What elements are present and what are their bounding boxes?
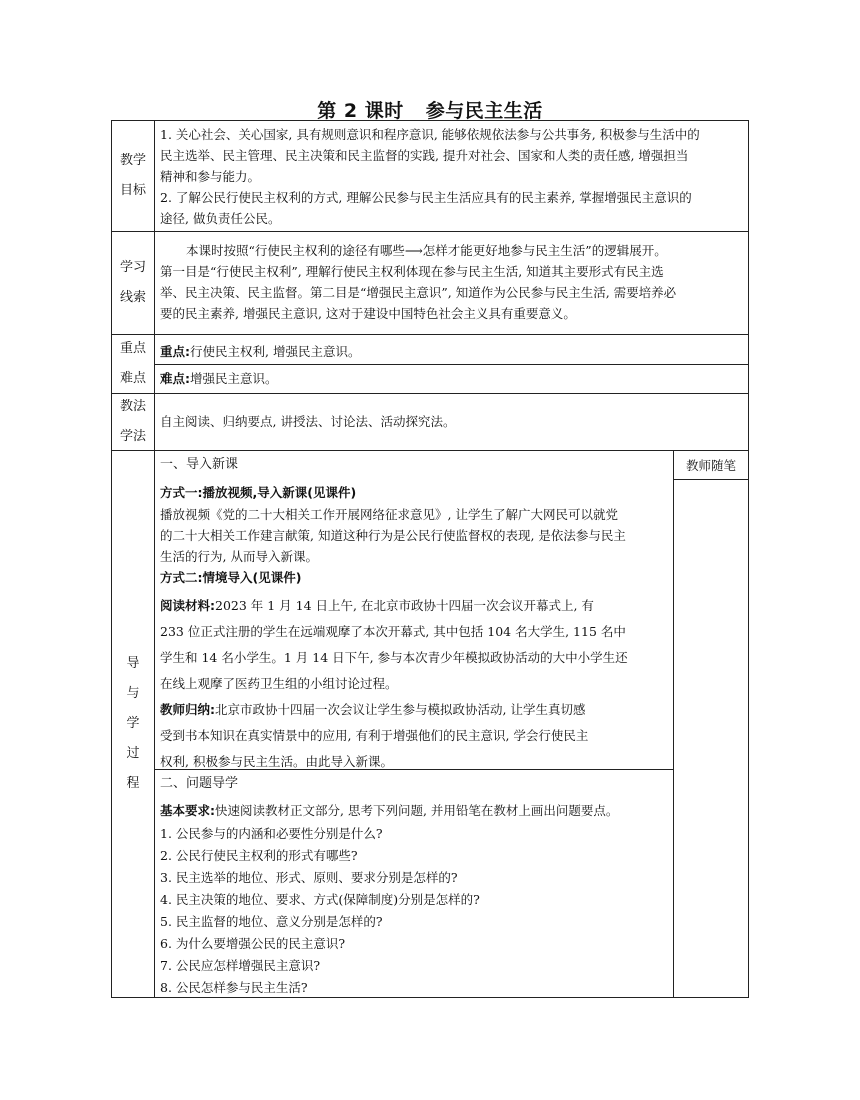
list-item: 1. 公民参与的内涵和必要性分别是什么?	[160, 826, 383, 841]
text-line: 精神和参与能力。	[160, 169, 261, 184]
section-heading: 一、导入新课	[160, 457, 239, 472]
clues-label: 学习 线索	[112, 232, 155, 334]
list-item: 6. 为什么要增强公民的民主意识?	[160, 936, 346, 951]
reading-material: 阅读材料:2023 年 1 月 14 日上午, 在北京市政协十四届一次会议开幕式上, 有 233 位正式注册的学生在远端观摩了本次开幕式, 其中包括 104 名大学生, 115 名中 学生和 14 名小学生。1 月 14 日下午, 参与本次青少年模拟政协活动的大中小学生还 在线上观摩了医药卫生组的小组讨论过程。 教师归纳:北京市政协十四届一次会议让学生参与模拟政协活动, 让学生真切感 受到书本知识在真实情景中的应用, 有利于增强他们的民主意识, 学会行使民主 权利, 积极参与民主生活。由此导入新课。	[160, 593, 666, 775]
divider	[154, 364, 748, 365]
text-line: 学生和 14 名小学生。1 月 14 日下午, 参与本次青少年模拟政协活动的大中小学生还	[160, 650, 628, 665]
text-line: 的二十大相关工作建言献策, 知道这种行为是公民行使监督权的表现, 是依法参与民主	[160, 528, 626, 543]
process-row	[111, 450, 749, 998]
text-line: 在线上观摩了医药卫生组的小组讨论过程。	[160, 676, 398, 691]
text-line: 要的民主素养, 增强民主意识, 这对于建设中国特色社会主义具有重要意义。	[160, 306, 576, 321]
text-line: 权利, 积极参与民主生活。由此导入新课。	[160, 754, 393, 769]
methods-label: 教法 学法	[112, 394, 155, 450]
lesson-title: 参与民主生活	[425, 100, 543, 122]
notes-column-divider	[673, 451, 674, 997]
text-line: 途径, 做负责任公民。	[160, 211, 281, 226]
objectives-label: 教学 目标	[112, 121, 155, 231]
keypoints-content	[160, 339, 742, 365]
methods-content: 自主阅读、归纳要点, 讲授法、讨论法、活动探究法。	[160, 414, 456, 429]
difficulty-content	[160, 366, 742, 392]
divider	[154, 769, 673, 770]
way-one-title: 方式一:播放视频,导入新课(见课件)	[160, 485, 357, 500]
objectives-row	[111, 120, 749, 232]
list-item: 3. 民主选举的地位、形式、原则、要求分别是怎样的?	[160, 870, 458, 885]
list-item: 8. 公民怎样参与民主生活?	[160, 980, 308, 995]
page-title	[0, 96, 860, 123]
text-line: 233 位正式注册的学生在远端观摩了本次开幕式, 其中包括 104 名大学生, 115 名中	[160, 624, 626, 639]
teacher-notes-header: 教师随笔	[674, 451, 748, 480]
text-line: 本课时按照“行使民主权利的途径有哪些⟶怎样才能更好地参与民主生活”的逻辑展开。	[186, 243, 667, 258]
key-point: 重点:行使民主权利, 增强民主意识。	[160, 344, 361, 359]
text-line: 生活的行为, 从而导入新课。	[160, 549, 318, 564]
text-line: 受到书本知识在真实情景中的应用, 有利于增强他们的民主意识, 学会行使民主	[160, 728, 589, 743]
text-line: 民主选举、民主管理、民主决策和民主监督的实践, 提升对社会、国家和人类的责任感, 增强担当	[160, 148, 689, 163]
way-two-title: 方式二:情境导入(见课件)	[160, 570, 302, 585]
keypoints-label: 重点 难点	[112, 335, 155, 393]
question-list	[160, 823, 666, 999]
list-item: 7. 公民应怎样增强民主意识?	[160, 958, 321, 973]
section-heading: 二、问题导学	[160, 776, 239, 791]
clues-row	[111, 231, 749, 335]
keypoints-row	[111, 334, 749, 394]
section-questions	[160, 772, 666, 999]
text-line: 2. 了解公民行使民主权利的方式, 理解公民参与民主生活应具有的民主素养, 掌握增强民主意识的	[160, 190, 692, 205]
text-line: 1. 关心社会、关心国家, 具有规则意识和程序意识, 能够依规依法参与公共事务, 积极参与生活中的	[160, 127, 700, 142]
clues-content	[160, 240, 742, 324]
text-line: 举、民主决策、民主监督。第二目是“增强民主意识”, 知道作为公民参与民主生活, 需要培养必	[160, 285, 677, 300]
text-line: 播放视频《党的二十大相关工作开展网络征求意见》, 让学生了解广大网民可以就党	[160, 507, 618, 522]
list-item: 2. 公民行使民主权利的形式有哪些?	[160, 848, 358, 863]
process-label: 导 与 学 过 程	[112, 451, 155, 997]
difficult-point: 难点:增强民主意识。	[160, 371, 278, 386]
lesson-number: 第 2 课时	[317, 100, 404, 122]
objectives-content	[160, 124, 742, 229]
list-item: 4. 民主决策的地位、要求、方式(保障制度)分别是怎样的?	[160, 892, 480, 907]
text-line: 第一目是“行使民主权利”, 理解行使民主权利体现在参与民主生活, 知道其主要形式有民主选	[160, 264, 664, 279]
basic-requirement: 基本要求:快速阅读教材正文部分, 思考下列问题, 并用铅笔在教材上画出问题要点。	[160, 803, 619, 818]
list-item: 5. 民主监督的地位、意义分别是怎样的?	[160, 914, 383, 929]
section-intro	[160, 453, 666, 775]
methods-row	[111, 393, 749, 451]
